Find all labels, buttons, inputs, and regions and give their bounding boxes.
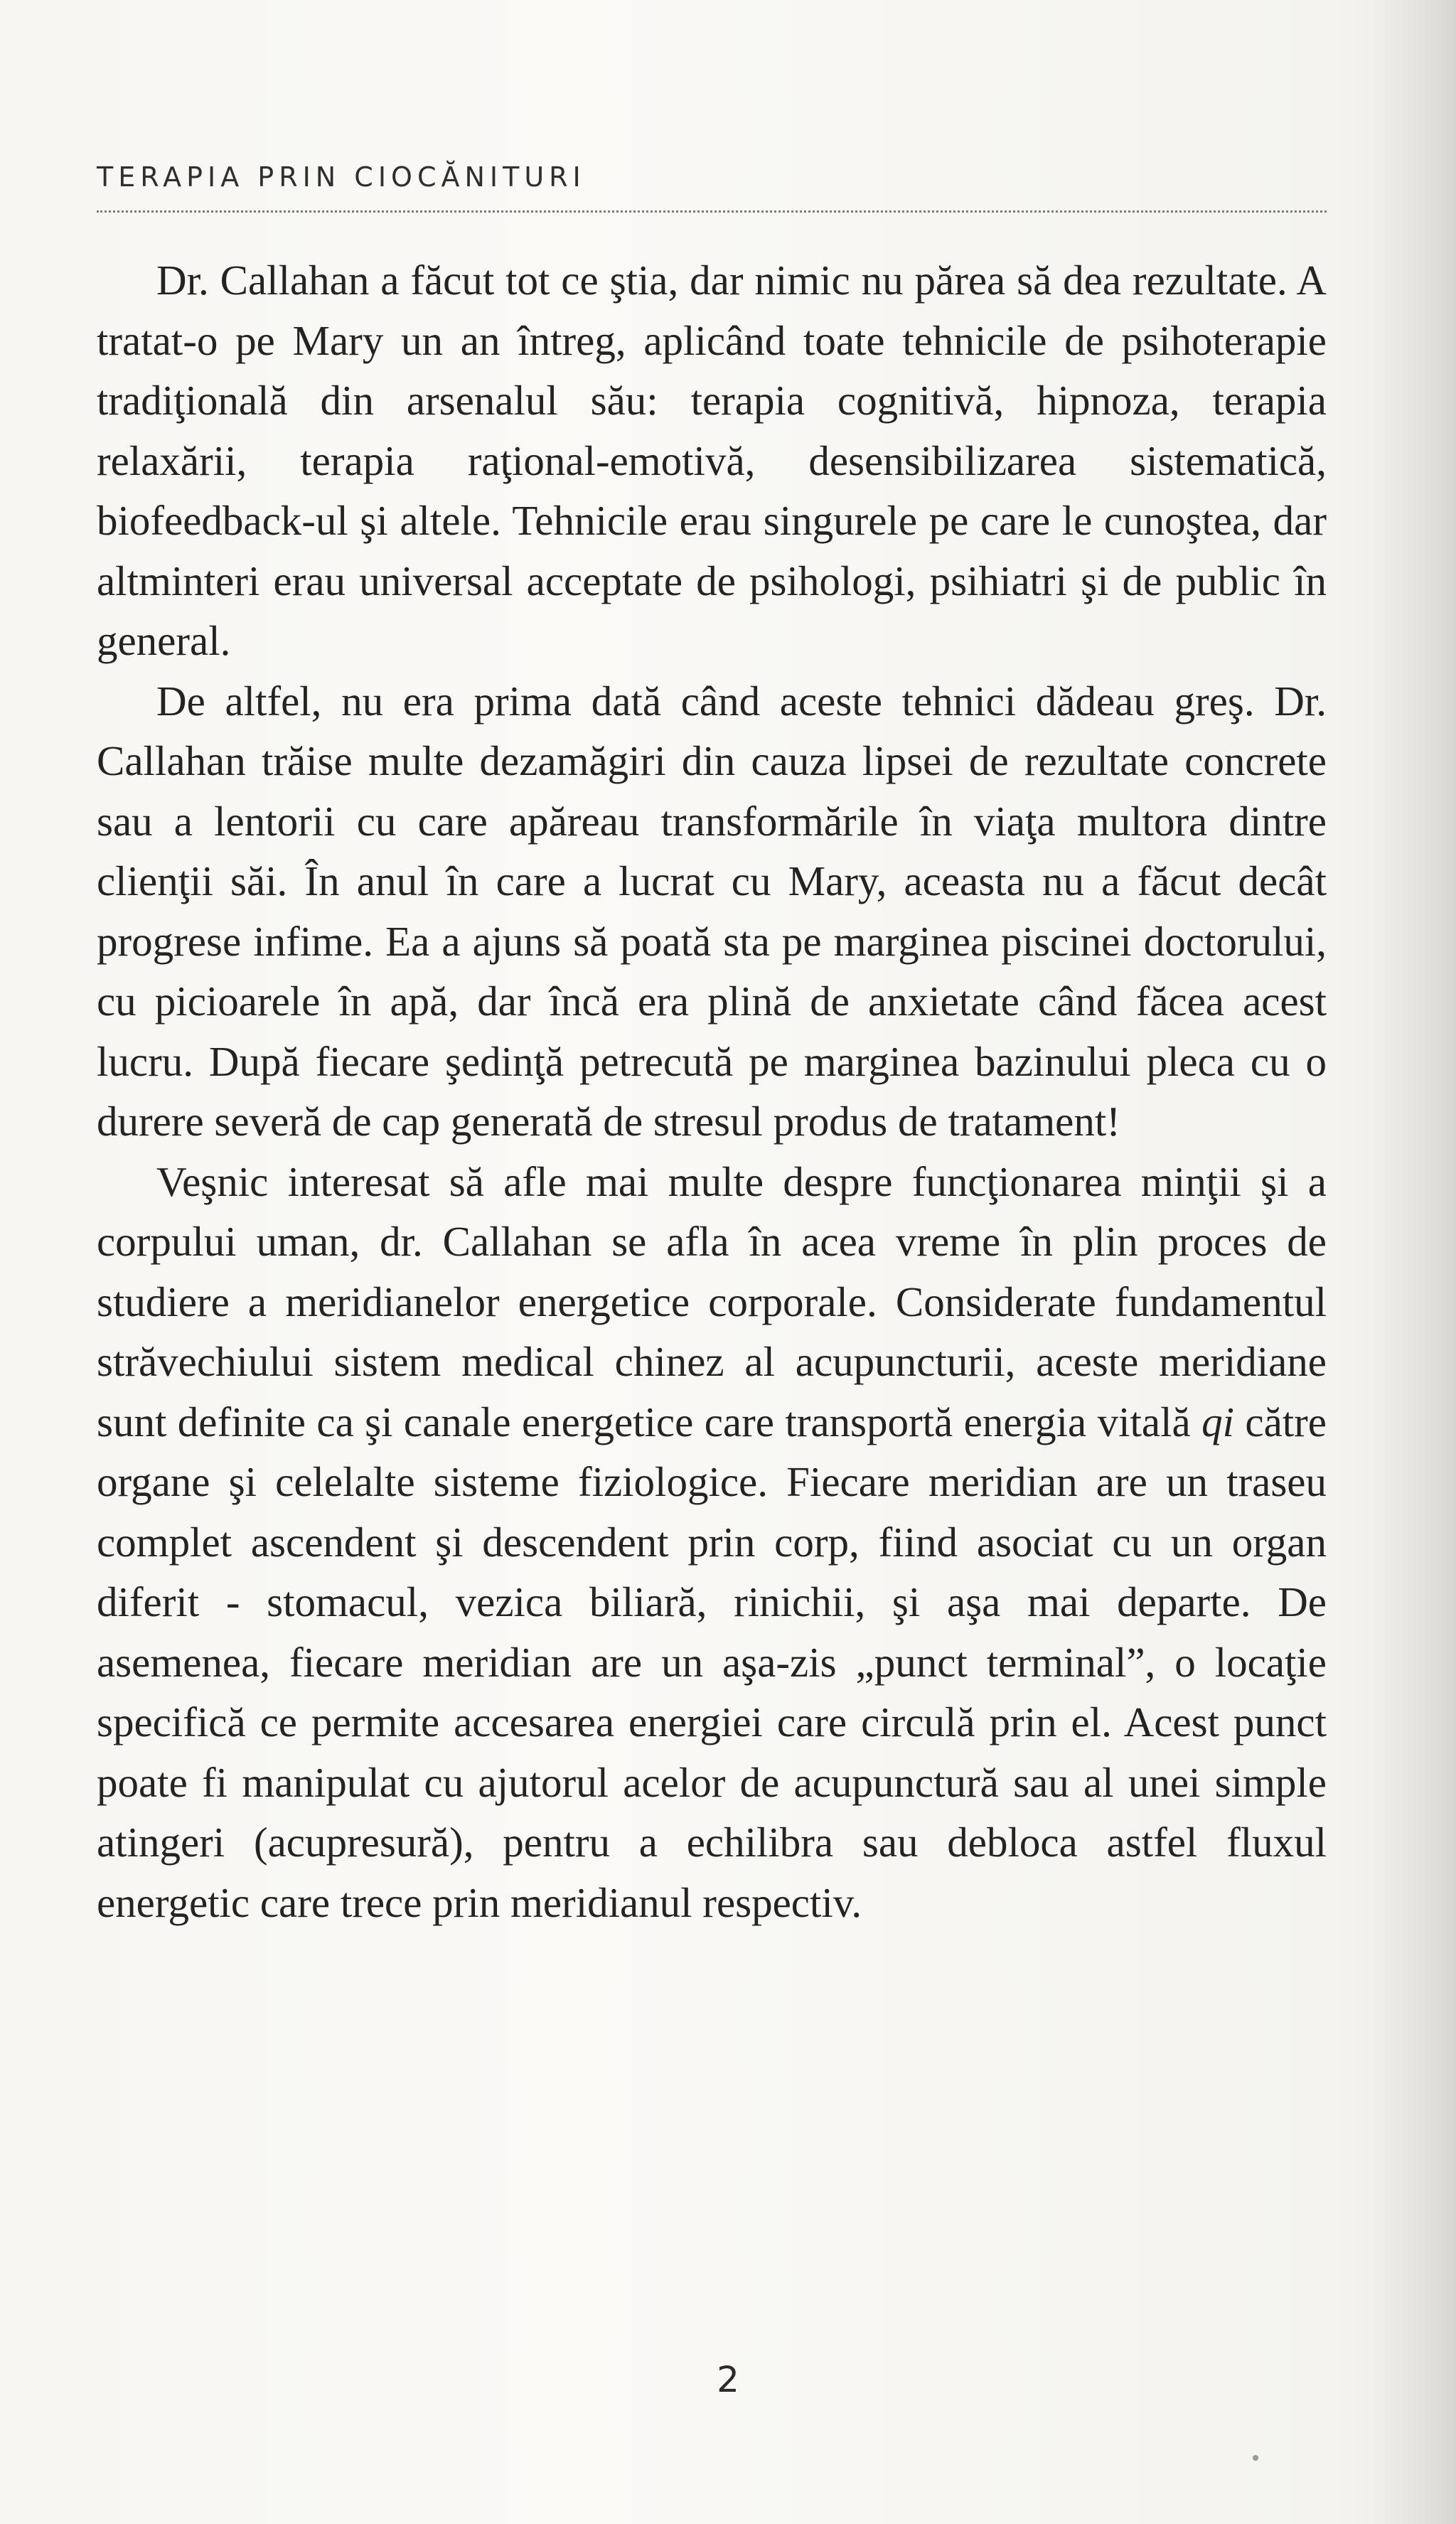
paragraph-italic: qi <box>1201 1398 1234 1445</box>
page-edge-shadow <box>1371 0 1456 2524</box>
paragraph-text: De altfel, nu era prima dată când aceste tehnici dădeau greş. Dr. Callahan trăise multe dezamăgiri din cauza lipsei de rezultate concrete sau a lentorii cu care apăreau transformările în viaţa multora dintre clienţii săi. În anul în care a lucrat cu Mary, aceasta nu a făcut decât progrese infime. Ea a ajuns să poată sta pe marginea piscinei doctorului, cu picioarele în apă, dar încă era plină de anxietate când făcea acest lucru. După fiecare şedinţă petrecută pe marginea bazinului pleca cu o durere severă de cap generată de stresul produs de tratament! <box>97 677 1327 1145</box>
paragraph <box>97 1152 1327 1933</box>
paragraph-text: Dr. Callahan a făcut tot ce ştia, dar nimic nu părea să dea rezultate. A tratat-o pe Mary un an întreg, aplicând toate tehnicile de psihoterapie tradiţională din arsenalul său: terapia cognitivă, hipnoza, terapia relaxării, terapia raţional-emotivă, desensibilizarea sistematică, biofeedback-ul şi altele. Tehnicile erau singurele pe care le cunoştea, dar altminteri erau universal acceptate de psihologi, psihiatri şi de public în general. <box>97 257 1327 664</box>
body-text <box>97 250 1327 1932</box>
page-header <box>97 159 1327 209</box>
running-head: TERAPIA PRIN CIOCĂNITURI <box>97 161 586 193</box>
paragraph-text-continued: către organe şi celelalte sisteme fiziologice. Fiecare meridian are un traseu complet ascendent şi descendent prin corp, fiind asociat cu un organ diferit - stomacul, vezica biliară, rinichii, şi aşa mai departe. De asemenea, fiecare meridian are un aşa-zis „punct terminal”, o locaţie specifică ce permite accesarea energiei care circulă prin el. Acest punct poate fi manipulat cu ajutorul acelor de acupunctură sau al unei simple atingeri (acupresură), pentru a echilibra sau debloca astfel fluxul energetic care trece prin meridianul respectiv. <box>97 1398 1327 1926</box>
header-divider <box>97 210 1327 213</box>
paragraph <box>97 250 1327 671</box>
page-number: 2 <box>717 2359 739 2400</box>
paragraph-text: Veşnic interesat să afle mai multe despre funcţionarea minţii şi a corpului uman, dr. Callahan se afla în acea vreme în plin proces de studiere a meridianelor energetice corporale. Considerate fundamentul străvechiului sistem medical chinez al acupuncturii, aceste meridiane sunt definite ca şi canale energetice care transportă energia vitală <box>97 1157 1327 1445</box>
paper-speck <box>1253 2455 1258 2461</box>
paragraph <box>97 671 1327 1152</box>
